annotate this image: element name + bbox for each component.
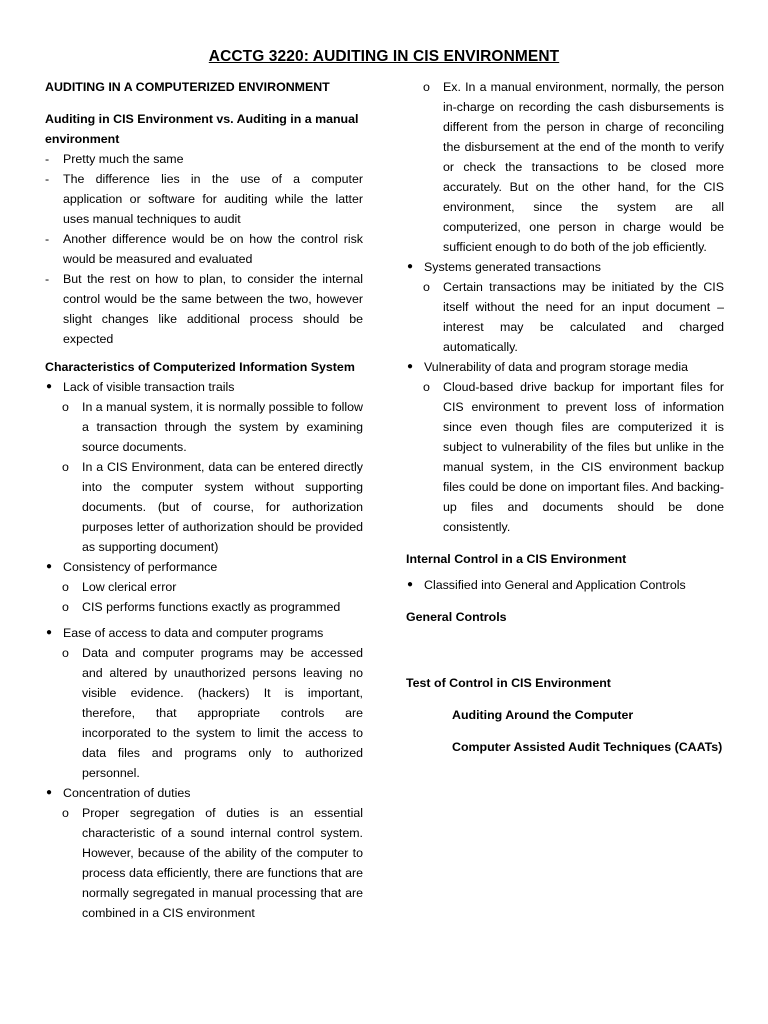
sub-bullet-item: o Certain transactions may be initiated by the CIS itself without the need for an input document – interest may be calculated and charged automatically.	[406, 277, 724, 357]
heading-caats: Computer Assisted Audit Techniques (CAATs)	[452, 740, 723, 754]
bullet-item: ● Lack of visible transaction trails	[45, 377, 363, 397]
bullet-marker: ●	[46, 787, 53, 798]
bullet-marker: ●	[407, 579, 414, 590]
bullet-item: ● Vulnerability of data and program storage media	[406, 357, 724, 377]
sub-bullet-item: o In a manual system, it is normally possible to follow a transaction through the system by examining source documents.	[45, 397, 363, 457]
bullet-item: ● Concentration of duties	[45, 783, 363, 803]
dash-marker: -	[45, 232, 50, 246]
dash-item: - Another difference would be on how the control risk would be measured and evaluated	[45, 229, 363, 269]
dash-item: - But the rest on how to plan, to consider the internal control would be the same between the two, however slight changes like additional process should be expected	[45, 269, 363, 349]
dash-marker: -	[45, 172, 50, 186]
left-column	[45, 77, 363, 923]
sub-marker: o	[62, 400, 69, 414]
bullet-marker: ●	[407, 361, 414, 372]
sub-marker: o	[62, 646, 69, 660]
right-column	[406, 77, 724, 757]
sub-bullet-item: o Proper segregation of duties is an essential characteristic of a sound internal control system. However, because of the ability of the computer to process data efficiently, there are functions that are normally segregated in manual processing that are combined in a CIS environment	[45, 803, 363, 923]
heading-auditing-around: Auditing Around the Computer	[452, 708, 634, 722]
bullet-marker: ●	[46, 561, 53, 572]
heading-auditing-vs-manual: Auditing in CIS Environment vs. Auditing in a manual environment	[45, 112, 359, 146]
sub-marker: o	[62, 580, 69, 594]
dash-marker: -	[45, 272, 50, 286]
bullet-marker: ●	[407, 261, 414, 272]
heading-test-of-control: Test of Control in CIS Environment	[406, 676, 611, 690]
bullet-item: ● Classified into General and Application Controls	[406, 575, 724, 595]
bullet-marker: ●	[46, 627, 53, 638]
sub-marker: o	[62, 600, 69, 614]
bullet-item: ● Systems generated transactions	[406, 257, 724, 277]
dash-item: - The difference lies in the use of a computer application or software for auditing while the latter uses manual techniques to audit	[45, 169, 363, 229]
sub-bullet-item: o CIS performs functions exactly as programmed	[45, 597, 363, 617]
sub-marker: o	[62, 460, 69, 474]
document-title: ACCTG 3220: AUDITING IN CIS ENVIRONMENT	[208, 48, 560, 65]
heading-general-controls: General Controls	[406, 610, 507, 624]
sub-marker: o	[62, 806, 69, 820]
bullet-item: ● Ease of access to data and computer programs	[45, 623, 363, 643]
bullet-item: ● Consistency of performance	[45, 557, 363, 577]
sub-marker: o	[423, 80, 430, 94]
dash-marker: -	[45, 152, 50, 166]
sub-marker: o	[423, 380, 430, 394]
sub-marker: o	[423, 280, 430, 294]
dash-item: - Pretty much the same	[45, 149, 363, 169]
bullet-marker: ●	[46, 381, 53, 392]
sub-bullet-item: o Low clerical error	[45, 577, 363, 597]
sub-bullet-item: o Ex. In a manual environment, normally, the person in-charge on recording the cash disbursements is different from the person in charge of reconciling the disbursement at the end of the month to verify or check the transactions to be closed more accurately. But on the other hand, for the CIS environment, since the system are all computerized, one person in charge would be sufficient enough to do both of the job efficiently.	[406, 77, 724, 257]
sub-bullet-item: o Data and computer programs may be accessed and altered by unauthorized persons leaving no visible evidence. (hackers) It is important, therefore, that appropriate controls are incorporated to the system to limit the access to data files and programs only to authorized personnel.	[45, 643, 363, 783]
sub-bullet-item: o Cloud-based drive backup for important files for CIS environment to prevent loss of information since even though files are computerized it is subject to vulnerability of the files but unlike in the manual system, in the CIS environment backup files could be done on important files. And backing-up files and documents should be done consistently.	[406, 377, 724, 537]
heading-characteristics: Characteristics of Computerized Information System	[45, 360, 355, 374]
heading-internal-control: Internal Control in a CIS Environment	[406, 552, 627, 566]
heading-auditing-computerized: AUDITING IN A COMPUTERIZED ENVIRONMENT	[45, 80, 330, 94]
sub-bullet-item: o In a CIS Environment, data can be entered directly into the computer system without supporting documents. (but of course, for authorization purposes letter of authorization should be provided as supporting document)	[45, 457, 363, 557]
